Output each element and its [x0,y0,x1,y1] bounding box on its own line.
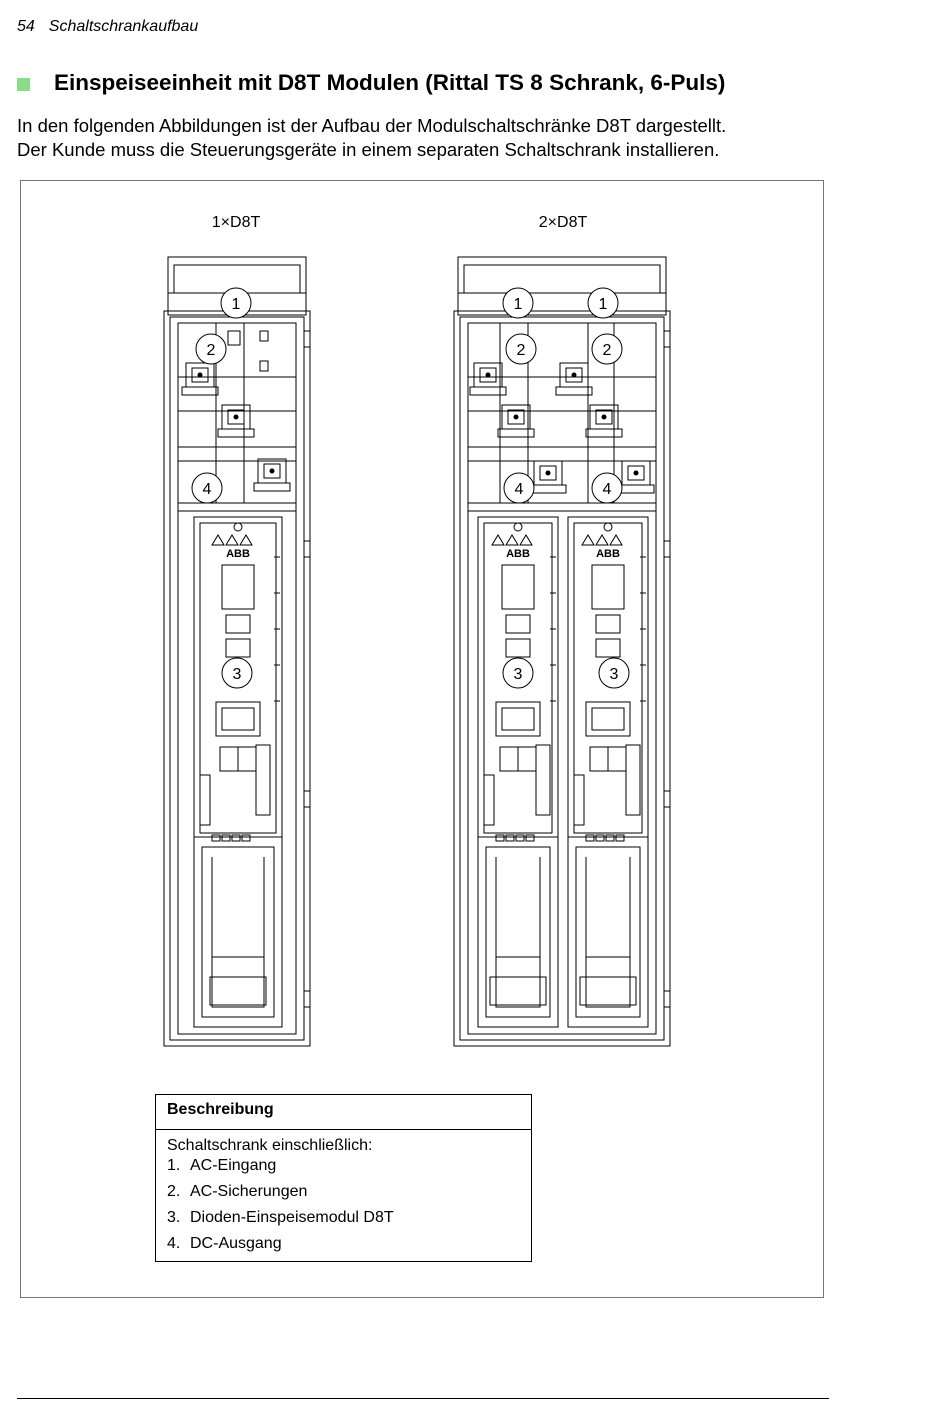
page-title: Einspeiseeinheit mit D8T Modulen (Rittal TS 8 Schrank, 6-Puls) [54,70,726,95]
callout-marker [506,334,536,364]
legend-body [156,1130,531,1266]
intro-line-2: Der Kunde muss die Steuerungsgeräte in einem separaten Schaltschrank installieren. [17,139,720,160]
page-header [17,18,198,36]
callout-number: 1 [513,296,523,313]
callout-number: 3 [609,666,619,683]
callout-marker [504,473,534,503]
legend-item: 4. DC-Ausgang [167,1235,282,1252]
callout-marker [503,288,533,318]
callout-number: 1 [598,296,608,313]
intro-line-1: In den folgenden Abbildungen ist der Aufbau der Modulschaltschränke D8T dargestellt. [17,115,727,136]
d8t-module [478,517,558,1027]
callout-marker [192,473,222,503]
callout-number: 3 [513,666,523,683]
heading-bullet [17,78,30,91]
intro-text [17,114,726,162]
d8t-module [194,517,282,1027]
callout-number: 1 [231,296,241,313]
legend-table [155,1094,532,1262]
legend-item: 3. Dioden-Einspeisemodul D8T [167,1209,394,1226]
callout-number: 4 [514,481,524,498]
footer-rule [17,1398,829,1399]
abb-logo: ABB [596,548,620,560]
callout-marker [196,334,226,364]
callout-marker [503,658,533,688]
callout-marker [221,288,251,318]
page-number: 54 [17,18,35,35]
legend-intro: Schaltschrank einschließlich: [167,1137,373,1154]
callout-number: 3 [232,666,242,683]
abb-logo: ABB [226,548,250,560]
callout-number: 2 [206,342,216,359]
callout-marker [222,658,252,688]
callout-marker [592,473,622,503]
legend-item: 1. AC-Eingang [167,1157,277,1174]
callout-number: 4 [602,481,612,498]
figure-frame [20,180,824,1298]
cabinet-label-2x: 2×D8T [538,214,588,231]
callout-number: 2 [516,342,526,359]
legend-heading: Beschreibung [156,1095,531,1130]
legend-item: 2. AC-Sicherungen [167,1183,308,1200]
cabinet-label-1x: 1×D8T [211,214,261,231]
abb-logo: ABB [506,548,530,560]
d8t-module [568,517,648,1027]
section-title: Schaltschrankaufbau [48,18,199,35]
callout-marker [588,288,618,318]
callout-number: 4 [202,481,212,498]
callout-marker [592,334,622,364]
callout-number: 2 [602,342,612,359]
callout-marker [599,658,629,688]
